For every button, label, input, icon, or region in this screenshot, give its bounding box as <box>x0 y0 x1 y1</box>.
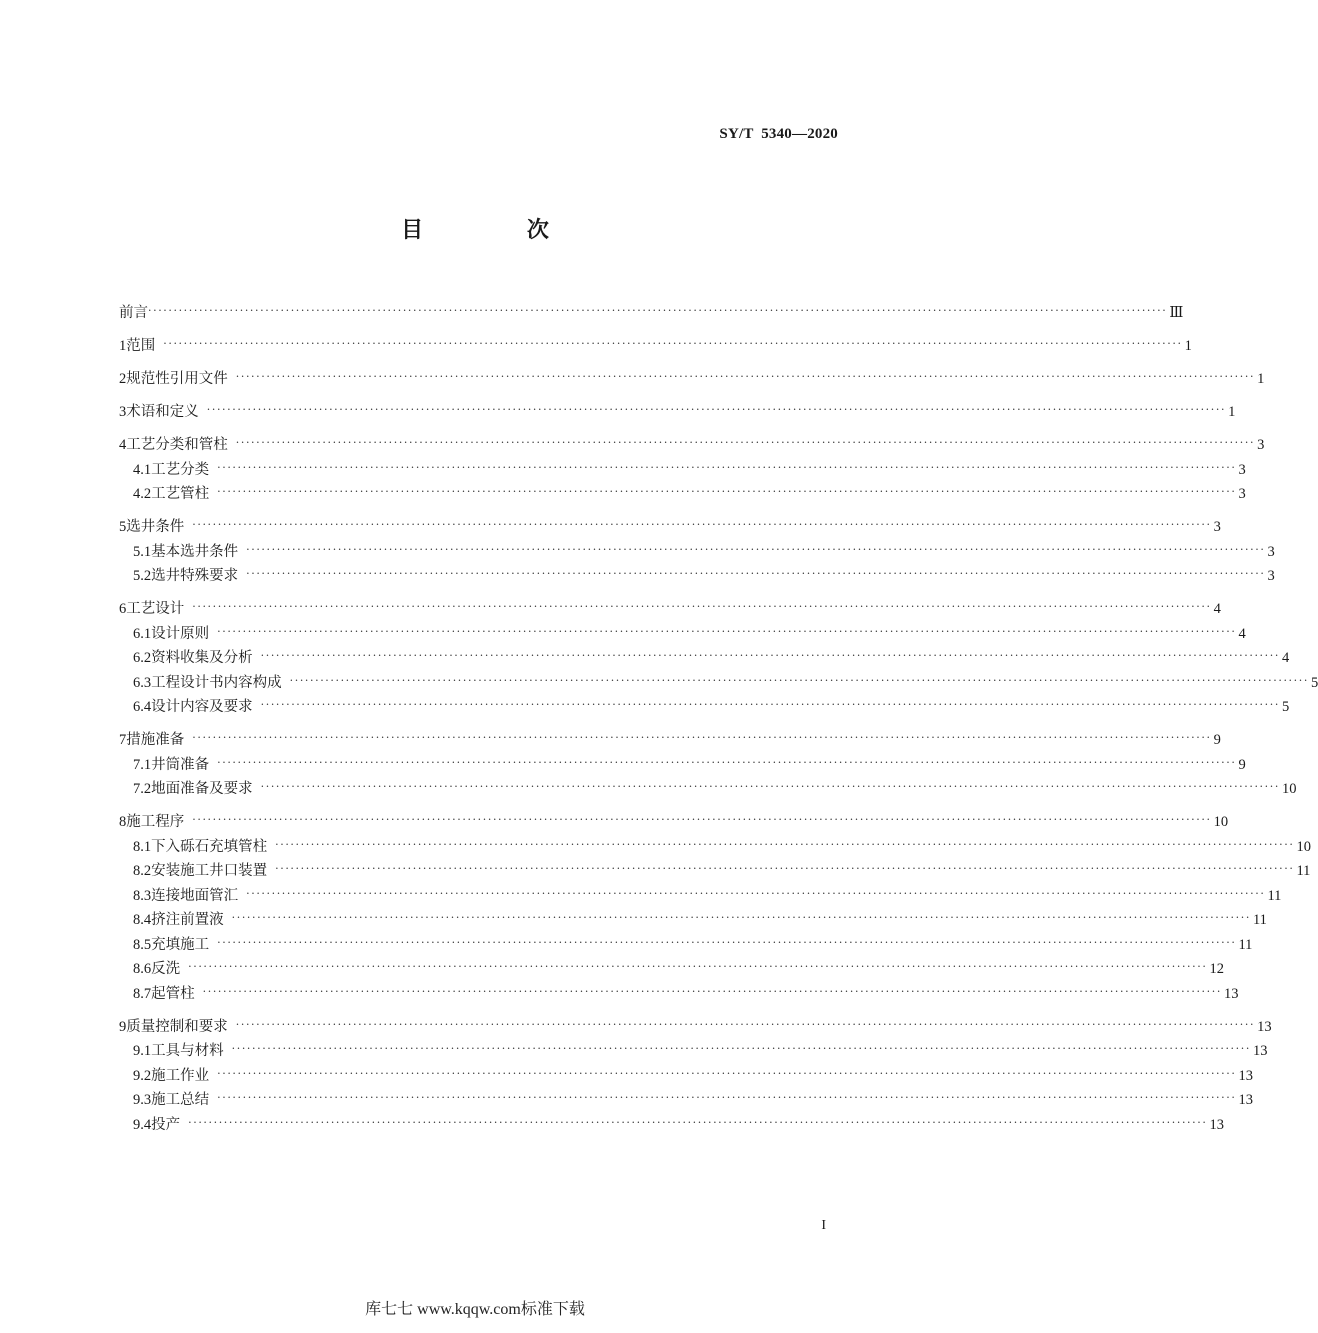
toc-entry-label: 设计内容及要求 <box>151 699 253 715</box>
toc-entry-page: 4 <box>1238 625 1246 642</box>
toc-entry-page: 5 <box>1281 699 1290 715</box>
toc-entry-number: 2 <box>119 371 127 387</box>
toc-entry-page: 13 <box>1209 1116 1224 1133</box>
toc-entry-number: 6.2 <box>133 650 152 666</box>
toc-entry-number: 9.3 <box>133 1092 152 1108</box>
toc-entry-number: 9 <box>119 1018 127 1035</box>
toc-entry-page: 3 <box>1213 519 1221 535</box>
toc-entry[interactable] <box>119 433 1265 458</box>
toc-entry-label: 措施准备 <box>126 732 185 748</box>
toc-entry-page: 9 <box>1213 732 1221 748</box>
toc-entry-page: 13 <box>1252 1043 1268 1059</box>
toc-entry-number: 4.1 <box>133 461 152 478</box>
toc-entry-number: 8.3 <box>133 887 152 904</box>
toc-entry-label: 工艺设计 <box>126 601 185 617</box>
toc-dot-leader: ········································································································································································································ <box>260 649 1280 662</box>
toc-dot-leader: ········································································································································································································ <box>260 698 1280 711</box>
toc-entry-page: 9 <box>1238 756 1246 773</box>
toc-entry-label: 选井条件 <box>126 519 185 535</box>
toc-entry-page: 11 <box>1252 912 1267 928</box>
toc-entry-label: 施工作业 <box>151 1067 210 1084</box>
toc-entry[interactable] <box>119 334 1192 359</box>
toc-dot-leader: ········································································································································································································ <box>148 304 1168 317</box>
toc-entry[interactable] <box>119 753 1246 778</box>
toc-dot-leader: ········································································································································································································ <box>217 624 1237 638</box>
toc-entry-page: 11 <box>1296 863 1311 879</box>
toc-entry-number: 8.7 <box>133 985 152 1002</box>
toc-entry-label: 工艺分类 <box>151 461 210 478</box>
toc-entry-number: 6.1 <box>133 625 152 642</box>
toc-entry-number: 6.4 <box>133 699 152 715</box>
toc-dot-leader: ········································································································································································································ <box>260 780 1280 793</box>
toc-entry[interactable] <box>119 1015 1272 1040</box>
toc-entry[interactable] <box>119 301 1184 326</box>
toc-entry-label: 基本选井条件 <box>151 543 239 560</box>
toc-entry-number: 6.3 <box>133 674 152 691</box>
toc-entry[interactable] <box>119 400 1236 425</box>
toc-entry-page: 11 <box>1267 887 1282 904</box>
toc-entry-label: 投产 <box>151 1116 181 1133</box>
toc-dot-leader: ········································································································································································································ <box>202 984 1222 998</box>
toc-entry[interactable] <box>119 695 1290 720</box>
toc-entry-page: 1 <box>1257 371 1265 387</box>
toc-dot-leader: ········································································································································································································ <box>217 485 1237 498</box>
toc-entry-label: 反洗 <box>151 961 181 977</box>
toc-entry[interactable] <box>119 564 1275 589</box>
toc-entry-page: 10 <box>1296 838 1311 855</box>
toc-entry-label: 地面准备及要求 <box>151 781 253 797</box>
toc-dot-leader: ········································································································································································································ <box>275 837 1295 851</box>
toc-entry-number: 8.6 <box>133 961 152 977</box>
toc-entry-label: 选井特殊要求 <box>151 568 239 584</box>
toc-entry-label: 施工程序 <box>126 814 185 830</box>
toc-entry[interactable] <box>119 777 1297 802</box>
toc-entry-page: 4 <box>1281 650 1290 666</box>
toc-dot-leader: ········································································································································································································ <box>235 370 1256 383</box>
toc-entry-label: 设计原则 <box>151 625 210 642</box>
toc-entry-label: 规范性引用文件 <box>126 371 228 387</box>
toc-entry-number: 3 <box>119 404 127 420</box>
toc-entry[interactable] <box>119 835 1311 860</box>
toc-dot-leader: ········································································································································································································ <box>192 813 1212 826</box>
toc-entry-label: 充填施工 <box>151 936 210 953</box>
toc-entry-label: 下入砾石充填管柱 <box>151 838 268 855</box>
toc-entry-number: 8.4 <box>133 912 152 928</box>
toc-entry-label: 前言 <box>119 305 148 321</box>
toc-entry[interactable] <box>119 908 1267 933</box>
toc-dot-leader: ········································································································································································································ <box>206 403 1227 416</box>
toc-entry-number: 8.1 <box>133 838 152 855</box>
toc-entry[interactable] <box>119 515 1221 540</box>
toc-entry[interactable] <box>119 646 1290 671</box>
toc-entry-number: 9.4 <box>133 1116 152 1133</box>
toc-entry-number: 5.2 <box>133 568 152 584</box>
toc-entry-page: 13 <box>1223 985 1239 1002</box>
toc-entry-label: 连接地面管汇 <box>151 887 239 904</box>
toc-entry-page: 13 <box>1257 1018 1272 1035</box>
toc-entry[interactable] <box>119 367 1265 392</box>
toc-entry-number: 1 <box>119 338 127 354</box>
watermark-text: 库七七 www.kqqw.com标准下载 <box>365 1301 585 1318</box>
standard-code: SY/T 5340—2020 <box>719 126 838 142</box>
toc-dot-leader: ········································································································································································································ <box>275 862 1295 875</box>
toc-dot-leader: ········································································································································································································ <box>192 600 1212 613</box>
toc-entry-number: 5.1 <box>133 543 152 560</box>
toc-entry-number: 9.1 <box>133 1043 152 1059</box>
toc-entry-page: 3 <box>1257 437 1265 453</box>
toc-entry[interactable] <box>119 1039 1268 1064</box>
toc-entry-number: 7 <box>119 732 127 748</box>
toc-entry-label: 资料收集及分析 <box>151 650 253 666</box>
toc-entry-number: 8 <box>119 814 127 830</box>
toc-entry[interactable] <box>119 671 1318 696</box>
toc-dot-leader: ········································································································································································································ <box>192 518 1212 531</box>
toc-dot-leader: ········································································································································································································ <box>289 673 1309 687</box>
toc-entry-number: 6 <box>119 601 127 617</box>
toc-entry-page: 1 <box>1184 338 1192 354</box>
toc-entry-page: 3 <box>1238 486 1246 502</box>
toc-entry-number: 4 <box>119 437 127 453</box>
toc-entry-label: 工艺分类和管柱 <box>126 437 228 453</box>
toc-entry-label: 术语和定义 <box>126 404 199 420</box>
toc-entry[interactable] <box>119 957 1224 982</box>
toc-dot-leader: ········································································································································································································ <box>231 1042 1251 1055</box>
toc-dot-leader: ········································································································································································································ <box>235 436 1256 449</box>
toc-dot-leader: ········································································································································································································ <box>217 1066 1237 1080</box>
toc-dot-leader: ········································································································································································································ <box>163 337 1183 350</box>
toc-entry-page: 13 <box>1238 1067 1253 1084</box>
toc-entry-page: 3 <box>1267 568 1275 584</box>
toc-entry-label: 施工总结 <box>151 1092 210 1108</box>
toc-entry[interactable] <box>119 933 1253 958</box>
toc-entry-label: 质量控制和要求 <box>126 1018 228 1035</box>
page-title: 目 次 <box>401 218 597 243</box>
toc-entry-number: 9.2 <box>133 1067 152 1084</box>
toc-entry-page: 10 <box>1281 781 1297 797</box>
toc-entry-label: 范围 <box>126 338 156 354</box>
table-of-contents <box>119 301 1318 1137</box>
toc-entry-label: 挤注前置液 <box>151 912 224 928</box>
toc-entry-page: 13 <box>1238 1092 1253 1108</box>
toc-entry-page: 4 <box>1213 601 1221 617</box>
toc-entry-label: 井筒准备 <box>151 756 210 773</box>
toc-entry-page: Ⅲ <box>1169 305 1184 321</box>
toc-entry-page: 12 <box>1209 961 1224 977</box>
toc-dot-leader: ········································································································································································································ <box>246 542 1266 556</box>
toc-entry[interactable] <box>119 1064 1253 1089</box>
toc-entry[interactable] <box>119 728 1221 753</box>
toc-dot-leader: ········································································································································································································ <box>246 567 1266 580</box>
toc-entry[interactable] <box>119 859 1311 884</box>
toc-entry[interactable] <box>119 482 1246 507</box>
toc-dot-leader: ········································································································································································································ <box>235 1017 1256 1031</box>
toc-entry[interactable] <box>119 810 1229 835</box>
toc-entry-label: 安装施工井口装置 <box>151 863 268 879</box>
toc-entry-label: 起管柱 <box>151 985 195 1002</box>
toc-dot-leader: ········································································································································································································ <box>231 911 1251 924</box>
toc-entry[interactable] <box>119 1113 1224 1138</box>
toc-entry-number: 8.2 <box>133 863 152 879</box>
toc-entry-page: 11 <box>1238 936 1253 953</box>
toc-dot-leader: ········································································································································································································ <box>246 886 1266 900</box>
toc-entry-page: 3 <box>1267 543 1275 560</box>
toc-entry-label: 工具与材料 <box>151 1043 224 1059</box>
toc-entry[interactable] <box>119 540 1275 565</box>
toc-entry-number: 7.1 <box>133 756 152 773</box>
toc-dot-leader: ········································································································································································································ <box>217 935 1237 949</box>
toc-entry-number: 4.2 <box>133 486 152 502</box>
toc-dot-leader: ········································································································································································································ <box>217 1091 1237 1104</box>
toc-dot-leader: ········································································································································································································ <box>217 755 1237 769</box>
toc-dot-leader: ········································································································································································································ <box>188 960 1208 973</box>
toc-entry-page: 1 <box>1228 404 1236 420</box>
toc-dot-leader: ········································································································································································································ <box>188 1115 1208 1129</box>
toc-entry-number: 5 <box>119 519 127 535</box>
toc-entry[interactable] <box>119 1088 1253 1113</box>
toc-entry[interactable] <box>119 597 1221 622</box>
toc-dot-leader: ········································································································································································································ <box>192 731 1212 744</box>
toc-entry-page: 5 <box>1310 674 1318 691</box>
toc-entry[interactable] <box>119 884 1282 909</box>
toc-entry-number: 8.5 <box>133 936 152 953</box>
toc-entry-page: 3 <box>1238 461 1246 478</box>
toc-entry[interactable] <box>119 458 1246 483</box>
toc-dot-leader: ········································································································································································································ <box>217 460 1237 474</box>
toc-entry[interactable] <box>119 982 1239 1007</box>
toc-entry-label: 工艺管柱 <box>151 486 210 502</box>
toc-entry-number: 7.2 <box>133 781 152 797</box>
page-folio: I <box>821 1218 826 1233</box>
toc-entry-label: 工程设计书内容构成 <box>151 674 282 691</box>
toc-entry-page: 10 <box>1213 814 1229 830</box>
toc-entry[interactable] <box>119 622 1246 647</box>
